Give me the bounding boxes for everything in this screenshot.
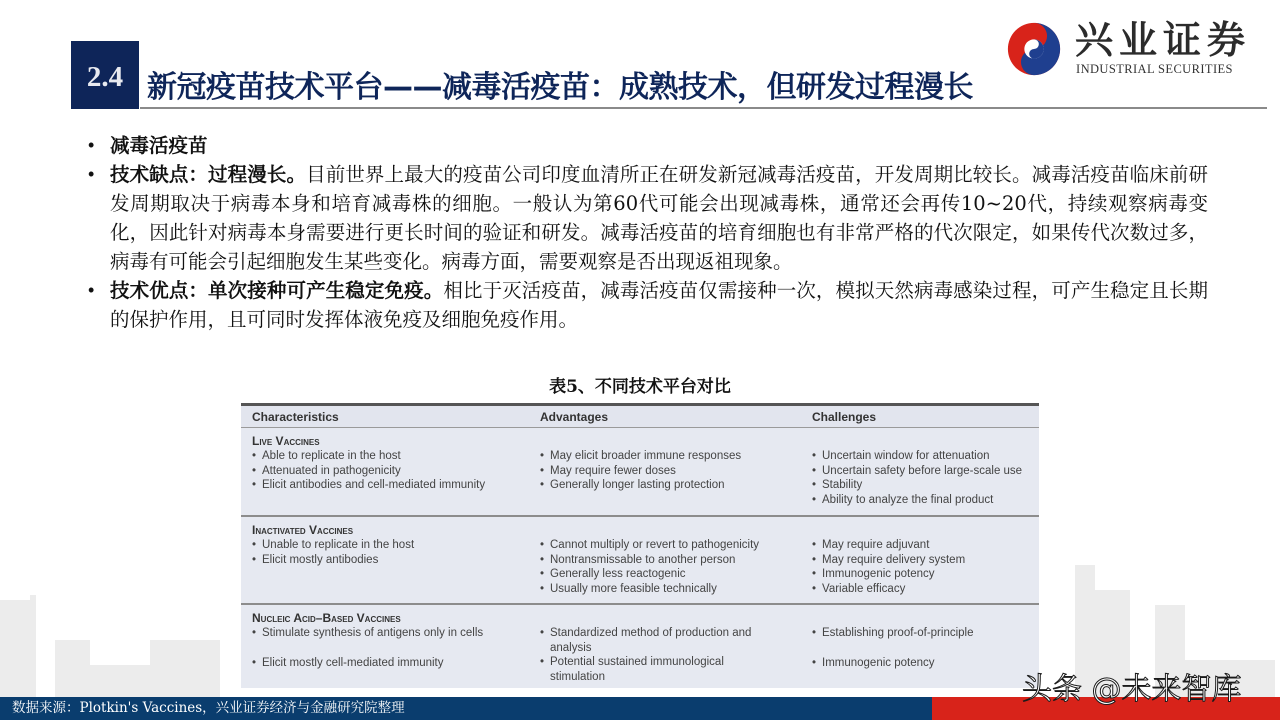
list-item: • May require fewer doses (540, 464, 812, 479)
bullet-item (88, 276, 1208, 334)
logo-english-name: INDUSTRIAL SECURITIES (1076, 62, 1233, 76)
list-item: • Generally less reactogenic (540, 567, 812, 582)
list-item: • Able to replicate in the host (252, 449, 539, 464)
section-number: 2.4 (71, 41, 139, 109)
list-item: • Generally longer lasting protection (540, 478, 812, 493)
characteristics-cell (241, 538, 539, 596)
list-item: • Ability to analyze the final product (812, 493, 1039, 508)
skyline-decoration (90, 665, 150, 697)
list-item: • Uncertain window for attenuation (812, 449, 1039, 464)
industrial-securities-logo-icon (1005, 20, 1063, 78)
table-caption: 表5、不同技术平台对比 (549, 377, 731, 397)
characteristics-cell (241, 449, 539, 507)
list-item: • Immunogenic potency (812, 656, 1039, 671)
list-item: • Nontransmissable to another person (540, 553, 812, 568)
advantages-cell (539, 449, 812, 507)
list-item: • Elicit mostly cell-mediated immunity (252, 656, 539, 671)
header-divider (140, 107, 1267, 109)
skyline-decoration (0, 600, 30, 697)
list-item: • Attenuated in pathogenicity (252, 464, 539, 479)
watermark: 头条 @未来智库 (1022, 672, 1242, 707)
list-item: • Cannot multiply or revert to pathogenicity (540, 538, 812, 553)
list-item: • May require adjuvant (812, 538, 1039, 553)
challenges-cell (812, 626, 1039, 684)
header-challenges: Challenges (812, 409, 877, 424)
list-item: • May elicit broader immune responses (540, 449, 812, 464)
list-item: • Unable to replicate in the host (252, 538, 539, 553)
bullet-item (88, 160, 1208, 276)
company-logo (1005, 18, 1265, 78)
list-item: • Stimulate synthesis of antigens only in cells (252, 626, 539, 641)
list-item: • Uncertain safety before large-scale use (812, 464, 1039, 479)
challenges-cell (812, 449, 1039, 507)
group-title: Nucleic Acid–Based Vaccines (252, 611, 401, 625)
skyline-decoration (150, 640, 220, 697)
list-item: • Stability (812, 478, 1039, 493)
bullet-item (88, 131, 1208, 160)
table-header-row (241, 406, 1039, 428)
group-title: Live Vaccines (252, 434, 320, 448)
page-title: 新冠疫苗技术平台——减毒活疫苗：成熟技术，但研发过程漫长 (147, 70, 973, 105)
list-item: • Elicit antibodies and cell-mediated immunity (252, 478, 539, 493)
bullet-heading: 技术缺点：过程漫长。 (110, 163, 307, 186)
list-item: • Potential sustained immunological stimulation (540, 655, 782, 684)
bullet-heading: 技术优点：单次接种可产生稳定免疫。 (110, 279, 444, 302)
list-item: • May require delivery system (812, 553, 1039, 568)
bullet-list (88, 131, 1208, 334)
logo-chinese-name: 兴业证券 (1075, 17, 1252, 62)
list-item: • Usually more feasible technically (540, 582, 812, 597)
bullet-heading: 减毒活疫苗 (110, 134, 208, 157)
advantages-cell (539, 626, 812, 684)
list-item: • Immunogenic potency (812, 567, 1039, 582)
challenges-cell (812, 538, 1039, 596)
list-item: • Establishing proof-of-principle (812, 626, 1039, 641)
table-group-nucleic-acid-vaccines (241, 605, 1039, 684)
data-source-note: 数据来源：Plotkin's Vaccines，兴业证券经济与金融研究院整理 (12, 700, 405, 716)
group-title: Inactivated Vaccines (252, 523, 354, 537)
characteristics-cell (241, 626, 539, 684)
header-characteristics: Characteristics (252, 409, 339, 424)
vaccine-comparison-table (241, 403, 1039, 688)
bullet-text: 目前世界上最大的疫苗公司印度血清所正在研发新冠减毒活疫苗，开发周期比较长。减毒活疫苗临床前研发周期取决于病毒本身和培育减毒株的细胞。一般认为第60代可能会出现减毒株，通常还会再传10~20代，持续观察病毒变化，因此针对病毒本身需要进行更长时间的验证和研发。减毒活疫苗的培育细胞也有非常严格的代次限定，如果传代次数过多，病毒有可能会引起细胞发生某些变化。病毒方面，需要观察是否出现返祖现象。 (110, 163, 1208, 273)
list-item: • Variable efficacy (812, 582, 1039, 597)
advantages-cell (539, 538, 812, 596)
bullet-text: 相比于灭活疫苗，减毒活疫苗仅需接种一次，模拟天然病毒感染过程，可产生稳定且长期的保护作用，且可同时发挥体液免疫及细胞免疫作用。 (110, 279, 1208, 331)
list-item: • Standardized method of production and analysis (540, 626, 782, 655)
table-group-inactivated-vaccines (241, 517, 1039, 605)
skyline-decoration (55, 640, 90, 697)
skyline-decoration (30, 595, 36, 697)
table-group-live-vaccines (241, 428, 1039, 517)
list-item: • Elicit mostly antibodies (252, 553, 539, 568)
header-advantages: Advantages (540, 409, 609, 424)
